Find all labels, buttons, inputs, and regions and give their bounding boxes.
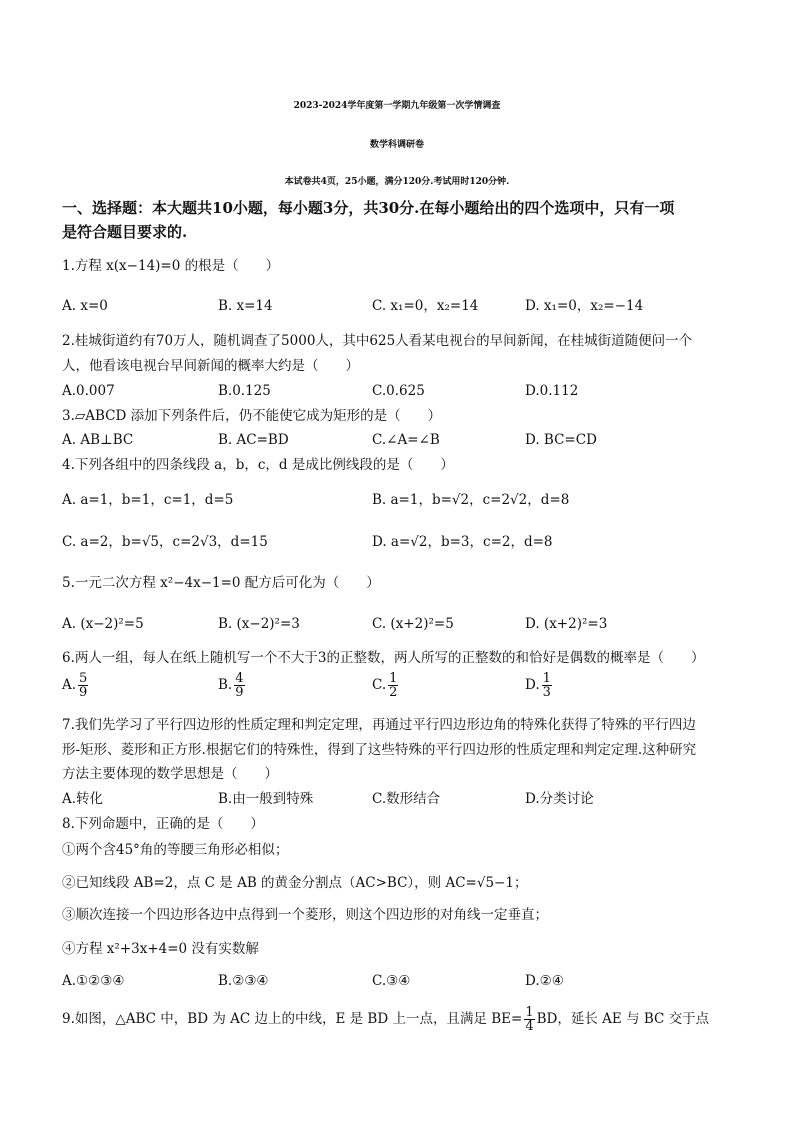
question-5-stem: 5.一元二次方程 x²−4x−1=0 配方后可化为（ ）: [62, 575, 380, 591]
q6-option-b-fraction: [234, 672, 244, 699]
q9-stem-part2: BD，延长 AE 与 BC 交于点: [536, 1011, 710, 1027]
q6-c-denominator: 2: [389, 685, 398, 700]
q8-statement-1: ①两个含45°角的等腰三角形必相似；: [62, 842, 289, 858]
q2-option-d: D.0.112: [525, 383, 579, 399]
q8-statement-3: ③顺次连接一个四边形各边中点得到一个菱形，则这个四边形的对角线一定垂直；: [62, 907, 548, 923]
q5-option-b: B. (x−2)²=3: [218, 616, 300, 632]
q4-option-b: B. a=1，b=√2，c=2√2，d=8: [372, 492, 570, 508]
q1-option-c: C. x₁=0，x₂=14: [372, 298, 479, 314]
q1-option-d: D. x₁=0，x₂=−14: [525, 298, 644, 314]
q8-statement-4: ④方程 x²+3x+4=0 没有实数解: [62, 941, 259, 957]
question-1-stem: 1.方程 x(x−14)=0 的根是（ ）: [62, 258, 280, 274]
q8-option-d: D.②④: [525, 973, 564, 989]
q6-a-denominator: 9: [79, 685, 88, 700]
q6-option-d: [525, 672, 554, 699]
q3-option-d: D. BC=CD: [525, 432, 597, 448]
question-6-stem: 6.两人一组，每人在纸上随机写一个不大于3的正整数，两人所写的正整数的和恰好是偶数的概率是（ ）: [62, 650, 705, 666]
q6-a-numerator: 5: [79, 671, 88, 686]
q6-d-numerator: 1: [542, 671, 551, 686]
exam-subtitle: 数学科调研卷: [369, 140, 424, 150]
q6-option-d-label: D.: [525, 677, 540, 693]
q6-d-denominator: 3: [542, 685, 551, 700]
q9-fraction: [524, 1006, 534, 1033]
question-3-stem: 3.▱ABCD 添加下列条件后，仍不能使它成为矩形的是（ ）: [62, 408, 442, 424]
q9-denominator: 4: [525, 1019, 534, 1034]
exam-title: 2023-2024学年度第一学期九年级第一次学情调查: [293, 101, 501, 111]
q3-option-b: B. AC=BD: [218, 432, 289, 448]
q3-option-c: C.∠A=∠B: [372, 432, 440, 448]
q8-option-b: B.②③④: [218, 973, 269, 989]
question-7-stem-cont2: 方法主要体现的数学思想是（ ）: [62, 766, 278, 782]
q9-numerator: 1: [525, 1005, 534, 1020]
q5-option-c: C. (x+2)²=5: [372, 616, 454, 632]
question-2-stem-cont: 人，他看该电视台早间新闻的概率大约是（ ）: [62, 358, 359, 374]
q3-option-a: A. AB⊥BC: [62, 432, 134, 448]
q7-option-a: A.转化: [62, 791, 104, 807]
q6-option-a-label: A.: [62, 677, 77, 693]
q7-option-d: D.分类讨论: [525, 791, 594, 807]
q6-option-a: [62, 672, 90, 699]
question-4-stem: 4.下列各组中的四条线段 a，b，c，d 是成比例线段的是（ ）: [62, 457, 454, 473]
q6-option-c: [372, 672, 400, 699]
section-heading-cont: 是符合题目要求的.: [62, 223, 188, 241]
q6-option-b: [218, 672, 247, 699]
q2-option-b: B.0.125: [218, 383, 271, 399]
q8-option-a: A.①②③④: [62, 973, 125, 989]
q6-option-b-label: B.: [218, 677, 233, 693]
q6-option-c-fraction: [388, 672, 398, 699]
q6-option-a-fraction: [78, 672, 88, 699]
q8-option-c: C.③④: [372, 973, 411, 989]
q1-option-b: B. x=14: [218, 298, 273, 314]
q6-b-denominator: 9: [235, 685, 244, 700]
q2-option-c: C.0.625: [372, 383, 425, 399]
question-2-stem: 2.桂城街道约有70万人，随机调查了5000人，其中625人看某电视台的早间新闻，在桂城街道随便问一个: [62, 333, 693, 349]
q6-b-numerator: 4: [235, 671, 244, 686]
q7-option-b: B.由一般到特殊: [218, 791, 314, 807]
q9-stem-part1: 9.如图，△ABC 中，BD 为 AC 边上的中线，E 是 BD 上一点，且满足 BE=: [62, 1011, 523, 1027]
section-heading: 一、选择题：本大题共10小题，每小题3分，共30分.在每小题给出的四个选项中，只有一项: [62, 199, 675, 217]
q6-c-numerator: 1: [389, 671, 398, 686]
q4-option-a: A. a=1，b=1，c=1，d=5: [62, 492, 234, 508]
question-8-stem: 8.下列命题中，正确的是（ ）: [62, 816, 264, 832]
exam-info: 本试卷共4页，25小题，满分120分.考试用时120分钟.: [284, 177, 510, 187]
question-7-stem: 7.我们先学习了平行四边形的性质定理和判定定理，再通过平行四边形边角的特殊化获得了特殊的平行四边: [62, 717, 696, 733]
q5-option-a: A. (x−2)²=5: [62, 616, 144, 632]
question-7-stem-cont: 形-矩形、菱形和正方形.根据它们的特殊性，得到了这些特殊的平行四边形的性质定理和判定定理.这种研究: [62, 742, 697, 758]
q6-option-c-label: C.: [372, 677, 387, 693]
q5-option-d: D. (x+2)²=3: [525, 616, 608, 632]
q1-option-a: A. x=0: [62, 298, 108, 314]
question-9-stem: [62, 1006, 742, 1033]
q4-option-c: C. a=2，b=√5，c=2√3，d=15: [62, 534, 268, 550]
q7-option-c: C.数形结合: [372, 791, 441, 807]
q2-option-a: A.0.007: [62, 383, 115, 399]
q6-option-d-fraction: [542, 672, 552, 699]
q8-statement-2: ②已知线段 AB=2，点 C 是 AB 的黄金分割点（AC>BC），则 AC=√5−1；: [62, 875, 528, 891]
q4-option-d: D. a=√2，b=3，c=2，d=8: [372, 534, 553, 550]
